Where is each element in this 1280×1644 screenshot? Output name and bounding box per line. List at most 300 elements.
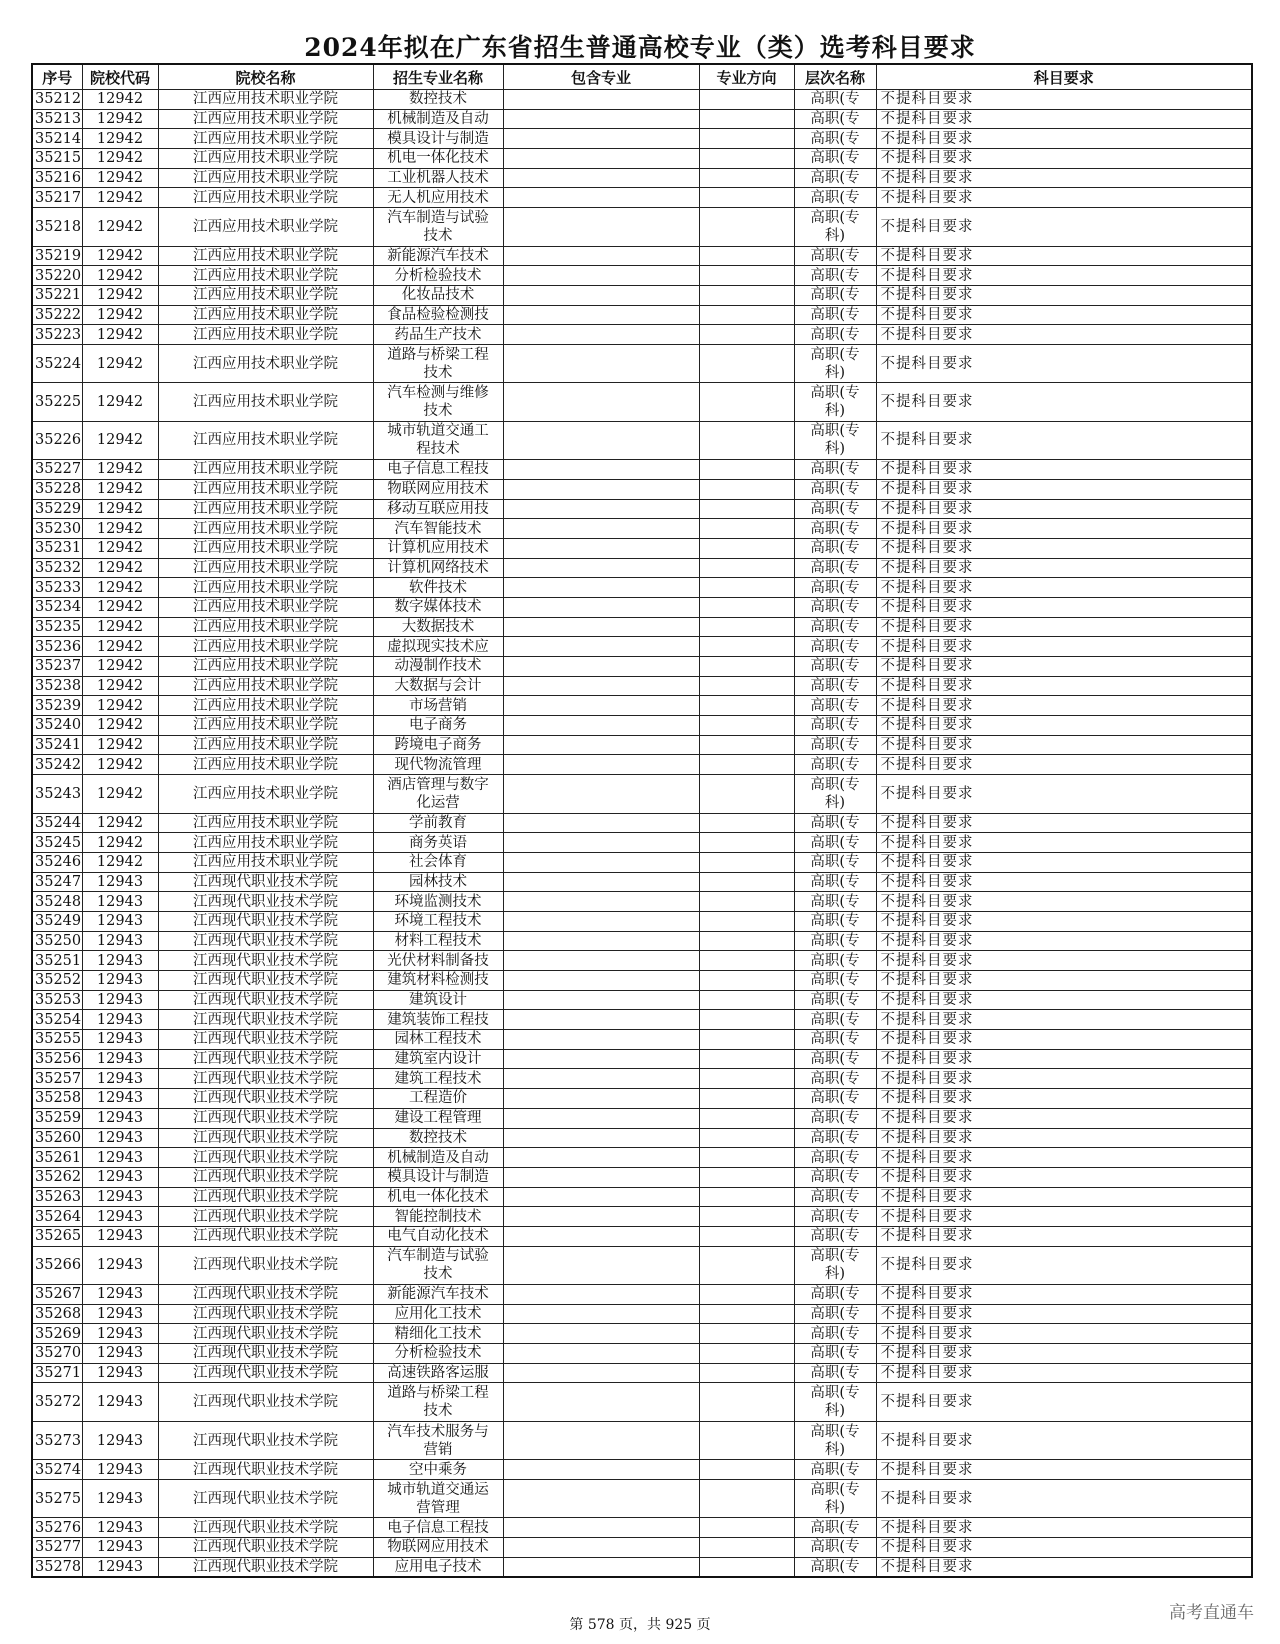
table-row <box>32 519 1252 539</box>
cell-includes <box>503 1304 699 1324</box>
cell-school: 江西现代职业技术学院 <box>158 1304 373 1324</box>
cell-includes <box>503 519 699 539</box>
cell-seq: 35227 <box>32 460 82 480</box>
cell-major <box>373 344 503 382</box>
cell-seq: 35275 <box>32 1479 82 1517</box>
cell-requirement: 不提科目要求 <box>876 558 1252 578</box>
cell-requirement: 不提科目要求 <box>876 1207 1252 1227</box>
cell-level: 高职(专 <box>794 951 876 971</box>
cell-direction <box>699 931 794 951</box>
cell-level: 高职(专 <box>794 735 876 755</box>
cell-major-line2: 技术 <box>423 364 453 381</box>
cell-school: 江西应用技术职业学院 <box>158 755 373 775</box>
cell-code: 12942 <box>82 578 158 598</box>
cell-direction <box>699 735 794 755</box>
cell-major: 建设工程管理 <box>373 1108 503 1128</box>
cell-major-line2: 程技术 <box>416 441 460 458</box>
cell-includes <box>503 833 699 853</box>
cell-requirement: 不提科目要求 <box>876 971 1252 991</box>
cell-requirement: 不提科目要求 <box>876 775 1252 813</box>
table-row <box>32 990 1252 1010</box>
table-row <box>32 149 1252 169</box>
cell-direction <box>699 129 794 149</box>
cell-code: 12943 <box>82 990 158 1010</box>
cell-seq: 35239 <box>32 696 82 716</box>
table-row <box>32 1128 1252 1148</box>
cell-requirement: 不提科目要求 <box>876 538 1252 558</box>
cell-level: 高职(专 <box>794 696 876 716</box>
cell-includes <box>503 109 699 129</box>
cell-seq: 35234 <box>32 597 82 617</box>
cell-requirement: 不提科目要求 <box>876 519 1252 539</box>
cell-level-line2: 科) <box>824 403 846 420</box>
cell-major-line1: 城市轨道交通工 <box>387 423 489 440</box>
cell-code: 12942 <box>82 305 158 325</box>
cell-level: 高职(专 <box>794 1010 876 1030</box>
cell-code: 12942 <box>82 285 158 305</box>
cell-code: 12943 <box>82 1148 158 1168</box>
cell-major: 新能源汽车技术 <box>373 246 503 266</box>
cell-level <box>794 344 876 382</box>
cell-seq: 35218 <box>32 208 82 246</box>
cell-includes <box>503 892 699 912</box>
cell-school: 江西现代职业技术学院 <box>158 1167 373 1187</box>
cell-level-line1: 高职(专 <box>810 776 860 793</box>
cell-includes <box>503 676 699 696</box>
cell-level-line2: 科) <box>824 1403 846 1420</box>
cell-seq: 35251 <box>32 951 82 971</box>
header-direction: 专业方向 <box>699 64 794 90</box>
cell-school: 江西应用技术职业学院 <box>158 305 373 325</box>
cell-direction <box>699 716 794 736</box>
cell-requirement: 不提科目要求 <box>876 1108 1252 1128</box>
cell-seq: 35231 <box>32 538 82 558</box>
table-row <box>32 383 1252 421</box>
cell-level-line1: 高职(专 <box>810 423 860 440</box>
table-row <box>32 1344 1252 1364</box>
cell-requirement: 不提科目要求 <box>876 872 1252 892</box>
cell-code: 12942 <box>82 775 158 813</box>
cell-code: 12943 <box>82 1285 158 1305</box>
cell-requirement: 不提科目要求 <box>876 421 1252 459</box>
cell-direction <box>699 1344 794 1364</box>
cell-major: 应用电子技术 <box>373 1557 503 1577</box>
cell-major <box>373 1421 503 1459</box>
cell-level-line2: 科) <box>824 794 846 811</box>
cell-major <box>373 421 503 459</box>
cell-requirement: 不提科目要求 <box>876 90 1252 110</box>
cell-seq: 35277 <box>32 1538 82 1558</box>
cell-includes <box>503 1324 699 1344</box>
cell-major: 社会体育 <box>373 852 503 872</box>
cell-requirement: 不提科目要求 <box>876 479 1252 499</box>
cell-school: 江西应用技术职业学院 <box>158 852 373 872</box>
cell-major: 学前教育 <box>373 813 503 833</box>
cell-direction <box>699 188 794 208</box>
cell-direction <box>699 1049 794 1069</box>
table-row <box>32 1089 1252 1109</box>
cell-seq: 35274 <box>32 1460 82 1480</box>
cell-requirement: 不提科目要求 <box>876 931 1252 951</box>
cell-direction <box>699 1421 794 1459</box>
cell-major: 数控技术 <box>373 1128 503 1148</box>
cell-includes <box>503 1421 699 1459</box>
table-row <box>32 657 1252 677</box>
cell-major: 建筑设计 <box>373 990 503 1010</box>
cell-seq: 35240 <box>32 716 82 736</box>
cell-seq: 35228 <box>32 479 82 499</box>
cell-level: 高职(专 <box>794 755 876 775</box>
cell-includes <box>503 735 699 755</box>
cell-seq: 35232 <box>32 558 82 578</box>
cell-code: 12942 <box>82 383 158 421</box>
cell-school: 江西应用技术职业学院 <box>158 168 373 188</box>
cell-direction <box>699 833 794 853</box>
cell-level: 高职(专 <box>794 1207 876 1227</box>
cell-seq: 35261 <box>32 1148 82 1168</box>
cell-requirement: 不提科目要求 <box>876 188 1252 208</box>
cell-direction <box>699 168 794 188</box>
table-row <box>32 872 1252 892</box>
cell-school: 江西现代职业技术学院 <box>158 1363 373 1383</box>
cell-seq: 35271 <box>32 1363 82 1383</box>
cell-level: 高职(专 <box>794 971 876 991</box>
table-row <box>32 1479 1252 1517</box>
cell-requirement: 不提科目要求 <box>876 1089 1252 1109</box>
cell-level <box>794 1421 876 1459</box>
cell-includes <box>503 872 699 892</box>
cell-includes <box>503 129 699 149</box>
cell-direction <box>699 109 794 129</box>
cell-school: 江西现代职业技术学院 <box>158 1030 373 1050</box>
cell-seq: 35264 <box>32 1207 82 1227</box>
cell-requirement: 不提科目要求 <box>876 990 1252 1010</box>
header-seq: 序号 <box>32 64 82 90</box>
cell-seq: 35276 <box>32 1518 82 1538</box>
cell-requirement: 不提科目要求 <box>876 676 1252 696</box>
cell-code: 12943 <box>82 1363 158 1383</box>
cell-requirement: 不提科目要求 <box>876 383 1252 421</box>
cell-seq: 35233 <box>32 578 82 598</box>
cell-seq: 35258 <box>32 1089 82 1109</box>
cell-code: 12943 <box>82 1207 158 1227</box>
cell-includes <box>503 716 699 736</box>
cell-direction <box>699 1363 794 1383</box>
cell-seq: 35235 <box>32 617 82 637</box>
cell-direction <box>699 519 794 539</box>
cell-level: 高职(专 <box>794 1460 876 1480</box>
cell-code: 12942 <box>82 657 158 677</box>
cell-includes <box>503 1538 699 1558</box>
cell-school: 江西应用技术职业学院 <box>158 578 373 598</box>
cell-requirement: 不提科目要求 <box>876 305 1252 325</box>
cell-level: 高职(专 <box>794 892 876 912</box>
table-row <box>32 538 1252 558</box>
cell-requirement: 不提科目要求 <box>876 852 1252 872</box>
cell-seq: 35273 <box>32 1421 82 1459</box>
cell-direction <box>699 852 794 872</box>
cell-includes <box>503 951 699 971</box>
cell-requirement: 不提科目要求 <box>876 951 1252 971</box>
cell-requirement: 不提科目要求 <box>876 1518 1252 1538</box>
cell-major: 分析检验技术 <box>373 1344 503 1364</box>
table-row <box>32 1324 1252 1344</box>
cell-seq: 35267 <box>32 1285 82 1305</box>
cell-code: 12942 <box>82 90 158 110</box>
cell-code: 12943 <box>82 1518 158 1538</box>
table-row <box>32 1518 1252 1538</box>
table-row <box>32 266 1252 286</box>
cell-code: 12942 <box>82 168 158 188</box>
cell-requirement: 不提科目要求 <box>876 578 1252 598</box>
table-row <box>32 285 1252 305</box>
table-row <box>32 421 1252 459</box>
cell-includes <box>503 617 699 637</box>
cell-seq: 35224 <box>32 344 82 382</box>
table-row <box>32 344 1252 382</box>
table-row <box>32 852 1252 872</box>
cell-level: 高职(专 <box>794 285 876 305</box>
cell-includes <box>503 813 699 833</box>
cell-school: 江西现代职业技术学院 <box>158 1148 373 1168</box>
cell-includes <box>503 383 699 421</box>
cell-seq: 35220 <box>32 266 82 286</box>
cell-major <box>373 1383 503 1421</box>
cell-major <box>373 383 503 421</box>
cell-requirement: 不提科目要求 <box>876 597 1252 617</box>
cell-major-line1: 道路与桥梁工程 <box>387 346 489 363</box>
cell-seq: 35241 <box>32 735 82 755</box>
table-header-row <box>32 64 1252 90</box>
page-title: 2024年拟在广东省招生普通高校专业（类）选考科目要求 <box>304 33 976 62</box>
cell-level: 高职(专 <box>794 188 876 208</box>
table-row <box>32 460 1252 480</box>
cell-direction <box>699 1285 794 1305</box>
cell-level: 高职(专 <box>794 149 876 169</box>
cell-major: 食品检验检测技 <box>373 305 503 325</box>
cell-level: 高职(专 <box>794 617 876 637</box>
cell-includes <box>503 990 699 1010</box>
brand-watermark: 高考直通车 <box>1169 1603 1254 1623</box>
cell-requirement: 不提科目要求 <box>876 1069 1252 1089</box>
cell-direction <box>699 1148 794 1168</box>
cell-major: 建筑装饰工程技 <box>373 1010 503 1030</box>
cell-major: 工程造价 <box>373 1089 503 1109</box>
cell-requirement: 不提科目要求 <box>876 1049 1252 1069</box>
cell-level <box>794 208 876 246</box>
cell-requirement: 不提科目要求 <box>876 1383 1252 1421</box>
table-row <box>32 1246 1252 1284</box>
cell-includes <box>503 657 699 677</box>
cell-direction <box>699 421 794 459</box>
cell-requirement: 不提科目要求 <box>876 1421 1252 1459</box>
cell-school: 江西现代职业技术学院 <box>158 892 373 912</box>
cell-direction <box>699 344 794 382</box>
cell-level: 高职(专 <box>794 990 876 1010</box>
header-level: 层次名称 <box>794 64 876 90</box>
cell-level: 高职(专 <box>794 479 876 499</box>
cell-code: 12943 <box>82 931 158 951</box>
cell-school: 江西现代职业技术学院 <box>158 872 373 892</box>
cell-code: 12943 <box>82 1049 158 1069</box>
cell-major-line1: 汽车制造与试验 <box>387 1248 489 1265</box>
cell-includes <box>503 305 699 325</box>
table-row <box>32 735 1252 755</box>
cell-major: 环境工程技术 <box>373 911 503 931</box>
cell-direction <box>699 1108 794 1128</box>
cell-school: 江西应用技术职业学院 <box>158 421 373 459</box>
cell-major: 建筑材料检测技 <box>373 971 503 991</box>
cell-level: 高职(专 <box>794 90 876 110</box>
cell-includes <box>503 246 699 266</box>
table-row <box>32 1207 1252 1227</box>
cell-includes <box>503 90 699 110</box>
cell-major: 机械制造及自动 <box>373 1148 503 1168</box>
cell-level: 高职(专 <box>794 1187 876 1207</box>
cell-seq: 35213 <box>32 109 82 129</box>
cell-major-line2: 化运营 <box>416 794 460 811</box>
cell-seq: 35222 <box>32 305 82 325</box>
cell-level: 高职(专 <box>794 813 876 833</box>
cell-includes <box>503 499 699 519</box>
table-row <box>32 558 1252 578</box>
cell-major: 无人机应用技术 <box>373 188 503 208</box>
cell-major: 市场营销 <box>373 696 503 716</box>
cell-includes <box>503 1207 699 1227</box>
cell-school: 江西应用技术职业学院 <box>158 617 373 637</box>
cell-code: 12943 <box>82 1167 158 1187</box>
cell-code: 12943 <box>82 971 158 991</box>
cell-school: 江西应用技术职业学院 <box>158 90 373 110</box>
table-row <box>32 1421 1252 1459</box>
table-row <box>32 499 1252 519</box>
cell-school: 江西应用技术职业学院 <box>158 109 373 129</box>
cell-code: 12942 <box>82 676 158 696</box>
cell-includes <box>503 637 699 657</box>
cell-school: 江西现代职业技术学院 <box>158 971 373 991</box>
cell-code: 12943 <box>82 1460 158 1480</box>
cell-code: 12942 <box>82 325 158 345</box>
cell-school: 江西应用技术职业学院 <box>158 597 373 617</box>
cell-seq: 35272 <box>32 1383 82 1421</box>
cell-level-line1: 高职(专 <box>810 1481 860 1498</box>
cell-level: 高职(专 <box>794 519 876 539</box>
cell-school: 江西应用技术职业学院 <box>158 246 373 266</box>
cell-level: 高职(专 <box>794 499 876 519</box>
cell-code: 12943 <box>82 1304 158 1324</box>
cell-direction <box>699 1538 794 1558</box>
cell-major: 物联网应用技术 <box>373 1538 503 1558</box>
cell-level: 高职(专 <box>794 676 876 696</box>
cell-school: 江西应用技术职业学院 <box>158 735 373 755</box>
cell-seq: 35223 <box>32 325 82 345</box>
cell-major: 模具设计与制造 <box>373 1167 503 1187</box>
cell-seq: 35246 <box>32 852 82 872</box>
cell-seq: 35242 <box>32 755 82 775</box>
cell-direction <box>699 775 794 813</box>
cell-includes <box>503 1344 699 1364</box>
cell-includes <box>503 538 699 558</box>
cell-level-line2: 科) <box>824 364 846 381</box>
cell-school: 江西现代职业技术学院 <box>158 1538 373 1558</box>
cell-major <box>373 1479 503 1517</box>
table-row <box>32 833 1252 853</box>
cell-code: 12943 <box>82 1069 158 1089</box>
cell-school: 江西现代职业技术学院 <box>158 1226 373 1246</box>
cell-major-line1: 汽车技术服务与 <box>387 1423 489 1440</box>
cell-direction <box>699 1030 794 1050</box>
cell-code: 12943 <box>82 1030 158 1050</box>
cell-requirement: 不提科目要求 <box>876 499 1252 519</box>
cell-direction <box>699 872 794 892</box>
cell-major-line2: 技术 <box>423 227 453 244</box>
table-row <box>32 1148 1252 1168</box>
cell-school: 江西现代职业技术学院 <box>158 1069 373 1089</box>
cell-level-line1: 高职(专 <box>810 1385 860 1402</box>
cell-code: 12943 <box>82 872 158 892</box>
cell-level: 高职(专 <box>794 637 876 657</box>
cell-major-line1: 城市轨道交通运 <box>387 1481 489 1498</box>
cell-code: 12942 <box>82 129 158 149</box>
cell-level: 高职(专 <box>794 1049 876 1069</box>
cell-school: 江西现代职业技术学院 <box>158 1557 373 1577</box>
cell-direction <box>699 578 794 598</box>
table-row <box>32 1538 1252 1558</box>
table-row <box>32 931 1252 951</box>
cell-major: 应用化工技术 <box>373 1304 503 1324</box>
cell-level: 高职(专 <box>794 1285 876 1305</box>
cell-major: 机电一体化技术 <box>373 1187 503 1207</box>
cell-seq: 35262 <box>32 1167 82 1187</box>
cell-requirement: 不提科目要求 <box>876 208 1252 246</box>
cell-requirement: 不提科目要求 <box>876 696 1252 716</box>
table-row <box>32 617 1252 637</box>
cell-direction <box>699 813 794 833</box>
cell-major-line1: 汽车检测与维修 <box>387 385 489 402</box>
cell-requirement: 不提科目要求 <box>876 657 1252 677</box>
cell-requirement: 不提科目要求 <box>876 716 1252 736</box>
cell-major: 机电一体化技术 <box>373 149 503 169</box>
table-row <box>32 1010 1252 1030</box>
cell-requirement: 不提科目要求 <box>876 755 1252 775</box>
cell-seq: 35252 <box>32 971 82 991</box>
cell-includes <box>503 852 699 872</box>
cell-direction <box>699 383 794 421</box>
cell-level: 高职(专 <box>794 246 876 266</box>
cell-requirement: 不提科目要求 <box>876 1167 1252 1187</box>
cell-school: 江西现代职业技术学院 <box>158 1421 373 1459</box>
cell-seq: 35257 <box>32 1069 82 1089</box>
table-row <box>32 578 1252 598</box>
cell-major: 机械制造及自动 <box>373 109 503 129</box>
cell-level-line2: 科) <box>824 227 846 244</box>
cell-code: 12943 <box>82 1557 158 1577</box>
cell-seq: 35268 <box>32 1304 82 1324</box>
cell-major-line2: 技术 <box>423 1403 453 1420</box>
cell-major: 环境监测技术 <box>373 892 503 912</box>
cell-seq: 35254 <box>32 1010 82 1030</box>
cell-includes <box>503 1010 699 1030</box>
cell-level-line2: 科) <box>824 1499 846 1516</box>
cell-level: 高职(专 <box>794 1226 876 1246</box>
cell-seq: 35248 <box>32 892 82 912</box>
cell-includes <box>503 1460 699 1480</box>
cell-includes <box>503 1285 699 1305</box>
cell-requirement: 不提科目要求 <box>876 892 1252 912</box>
cell-includes <box>503 168 699 188</box>
cell-code: 12942 <box>82 696 158 716</box>
cell-requirement: 不提科目要求 <box>876 1557 1252 1577</box>
